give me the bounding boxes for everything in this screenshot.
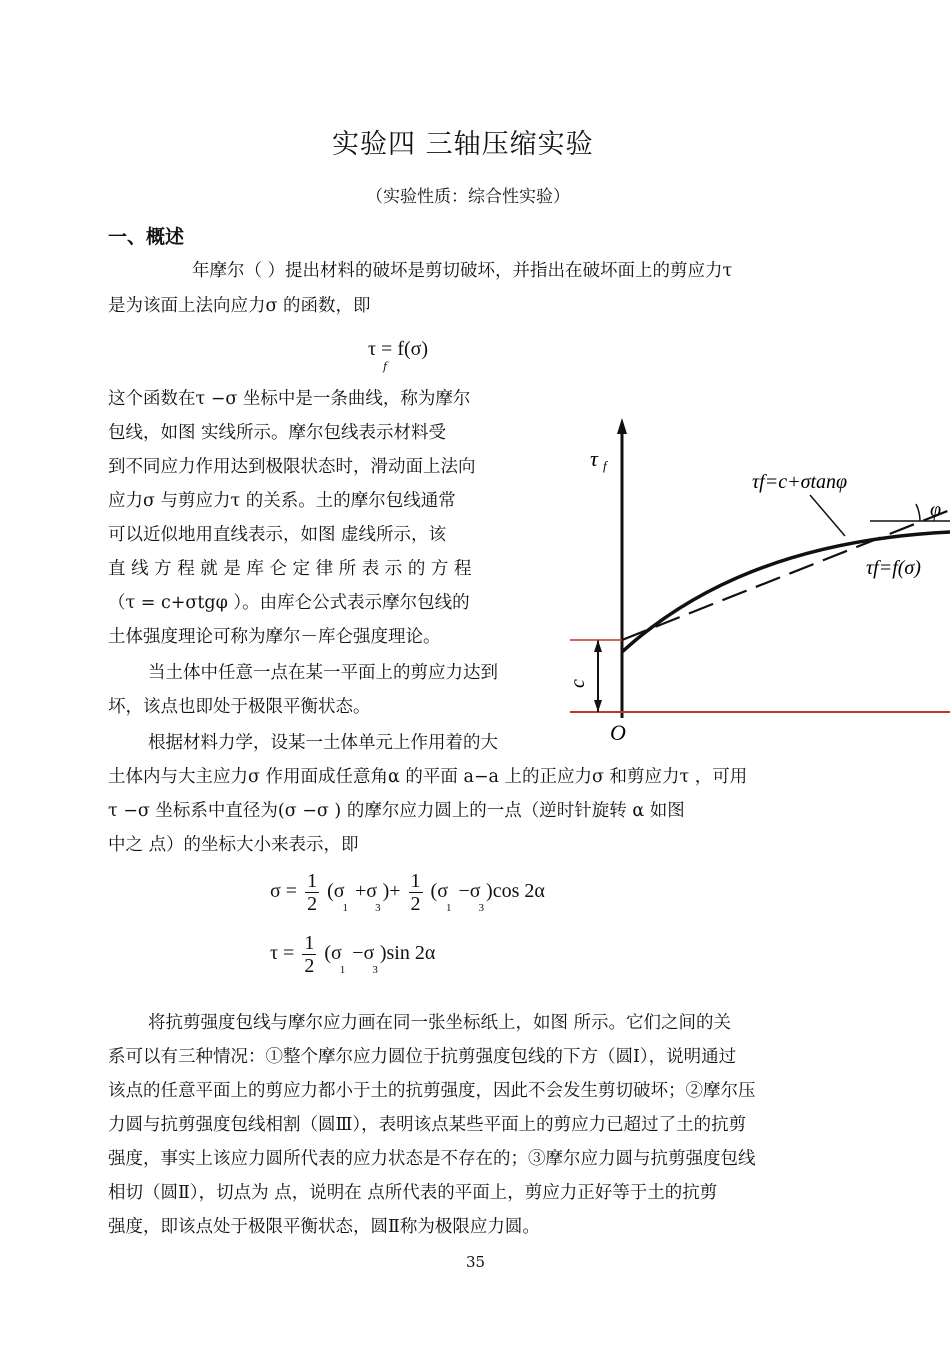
para2-line1: 这个函数在τ −σ 坐标中是一条曲线，称为摩尔 bbox=[108, 389, 471, 409]
equation-mohr-envelope: τ = f(σ) bbox=[368, 338, 429, 360]
envelope-function-label: τf=f(σ) bbox=[866, 557, 921, 579]
para4-line4: 中之 点）的坐标大小来表示，即 bbox=[108, 835, 359, 855]
para5-line1: 将抗剪强度包线与摩尔应力画在同一张坐标纸上，如图 所示。它们之间的关 bbox=[148, 1013, 732, 1033]
tau-axis-label-sub: f bbox=[603, 458, 607, 473]
para4-line3: τ −σ 坐标系中直径为(σ −σ ) 的摩尔应力圆上的一点（逆时针旋转 α 如图 bbox=[108, 801, 685, 821]
para2-line8: 土体强度理论可称为摩尔－库仑强度理论。 bbox=[108, 627, 441, 647]
tau-axis-label: τ bbox=[590, 446, 598, 471]
origin-label: O bbox=[610, 720, 626, 745]
page-number: 35 bbox=[466, 1253, 486, 1271]
para2-line3: 到不同应力作用达到极限状态时，滑动面上法向 bbox=[108, 457, 476, 477]
mohr-envelope-figure bbox=[540, 400, 950, 760]
para5-line7: 强度，即该点处于极限平衡状态，圆Ⅱ称为极限应力圆。 bbox=[108, 1217, 540, 1237]
section-heading-overview: 一、概述 bbox=[108, 226, 185, 248]
para5-line6: 相切（圆Ⅱ），切点为 点，说明在 点所代表的平面上，剪应力正好等于土的抗剪 bbox=[108, 1183, 718, 1203]
para4-line1: 根据材料力学，设某一土体单元上作用着的大 bbox=[148, 733, 498, 753]
equation-normal-stress: σ = $\frac{1}{2}$ $(\sigma_1 +\sigma_3)+$ $\frac{1}{2}$ $(\sigma_1 -\sigma_3)\cos$ 2α bbox=[270, 870, 545, 915]
para2-line5: 可以近似地用直线表示，如图 虚线所示，该 bbox=[108, 525, 447, 545]
para3-line2: 坏，该点也即处于极限平衡状态。 bbox=[108, 697, 371, 717]
para1-line1: 年摩尔（ ）提出材料的破坏是剪切破坏，并指出在破坏面上的剪应力τ bbox=[192, 261, 733, 281]
equation-mohr-envelope-subscript: f bbox=[383, 360, 388, 373]
para5-line3: 该点的任意平面上的剪应力都小于土的抗剪强度，因此不会发生剪切破坏；②摩尔压 bbox=[108, 1081, 756, 1101]
para5-line2: 系可以有三种情况：①整个摩尔应力圆位于抗剪强度包线的下方（圆Ⅰ），说明通过 bbox=[108, 1047, 737, 1067]
coulomb-equation-label: τf=c+σtanφ bbox=[752, 471, 848, 493]
para2-line2: 包线，如图 实线所示。摩尔包线表示材料受 bbox=[108, 423, 447, 443]
figure-background bbox=[540, 400, 950, 760]
para5-line4: 力圆与抗剪强度包线相割（圆Ⅲ），表明该点某些平面上的剪应力已超过了土的抗剪 bbox=[108, 1115, 747, 1135]
cohesion-label: c bbox=[567, 679, 589, 688]
para5-line5: 强度，事实上该应力圆所代表的应力状态是不存在的；③摩尔应力圆与抗剪强度包线 bbox=[108, 1149, 756, 1169]
para3-line1: 当土体中任意一点在某一平面上的剪应力达到 bbox=[148, 663, 498, 683]
phi-label: φ bbox=[930, 499, 942, 521]
para1-line2: 是为该面上法向应力σ 的函数，即 bbox=[108, 296, 371, 316]
para2-line7: （τ = c+σtgφ ）。由库仑公式表示摩尔包线的 bbox=[108, 593, 470, 613]
page-subtitle: （实验性质：综合性实验） bbox=[366, 187, 570, 207]
para2-line6: 直 线 方 程 就 是 库 仑 定 律 所 表 示 的 方 程 bbox=[108, 559, 472, 579]
para4-line2: 土体内与大主应力σ 作用面成任意角α 的平面 a−a 上的正应力σ 和剪应力τ ，可用 bbox=[108, 767, 748, 787]
equation-shear-stress: τ = $\frac{1}{2}$ $(\sigma_1 -\sigma_3)\sin$ 2α bbox=[270, 932, 436, 977]
para2-line4: 应力σ 与剪应力τ 的关系。土的摩尔包线通常 bbox=[108, 491, 456, 511]
page-title: 实验四 三轴压缩实验 bbox=[332, 129, 594, 160]
